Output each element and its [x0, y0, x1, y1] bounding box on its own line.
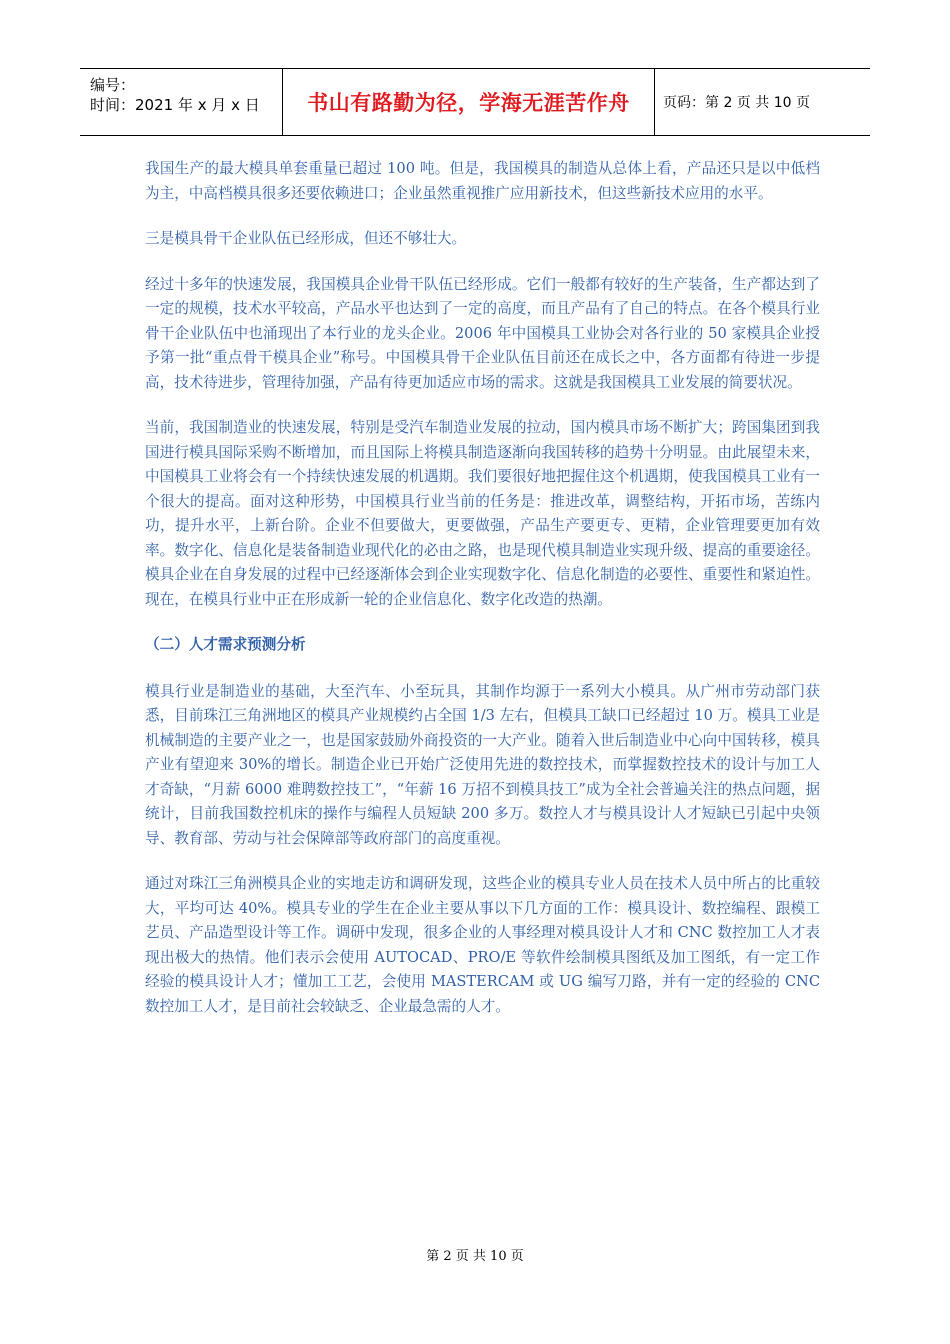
header-page-info: 页码：第 2 页 共 10 页 — [663, 95, 810, 111]
paragraph: 模具行业是制造业的基础，大至汽车、小至玩具，其制作均源于一系列大小模具。从广州市劳动部门获悉，目前珠江三角洲地区的模具产业规模约占全国 1/3 左右，但模具工缺口已经超过 10 万。模具工业是机械制造的主要产业之一，也是国家鼓励外商投资的一大产业。随着入世后制造业中心向中国转移，模具产业有望迎来 30%的增长。制造企业已开始广泛使用先进的数控技术，而掌握数控技术的设计与加工人才奇缺，“月薪 6000 难聘数控技工”，“年薪 16 万招不到模具技工”成为全社会普遍关注的热点问题，据统计，目前我国数控机床的操作与编程人员短缺 200 多万。数控人才与模具设计人才短缺已引起中央领导、教育部、劳动与社会保障部等政府部门的高度重视。 — [145, 682, 820, 847]
page-footer: 第 2 页 共 10 页 — [426, 1249, 524, 1264]
paragraph: 三是模具骨干企业队伍已经形成，但还不够壮大。 — [145, 230, 467, 247]
document-body — [145, 157, 820, 1040]
document-number: 编号： — [90, 76, 136, 94]
paragraph: 经过十多年的快速发展，我国模具企业骨干队伍已经形成。它们一般都有较好的生产装备，生产都达到了一定的规模，技术水平较高，产品水平也达到了一定的高度，而且产品有了自己的特点。在各个模具行业骨干企业队伍中也涌现出了本行业的龙头企业。2006 年中国模具工业协会对各行业的 50 家模具企业授予第一批“重点骨干模具企业”称号。中国模具骨干企业队伍目前还在成长之中，各方面都有待进一步提高，技术待进步，管理待加强，产品有待更加适应市场的需求。这就是我国模具工业发展的简要状况。 — [145, 275, 820, 391]
document-date: 时间：2021 年 x 月 x 日 — [90, 96, 260, 114]
paragraph: 当前，我国制造业的快速发展，特别是受汽车制造业发展的拉动，国内模具市场不断扩大；跨国集团到我国进行模具国际采购不断增加，而且国际上将模具制造逐渐向我国转移的趋势十分明显。由此展望未来，中国模具工业将会有一个持续快速发展的机遇期。我们要很好地把握住这个机遇期，使我国模具工业有一个很大的提高。面对这种形势，中国模具行业当前的任务是：推进改革，调整结构，开拓市场，苦练内功，提升水平，上新台阶。企业不但要做大，更要做强，产品生产要更专、更精，企业管理要更加有效率。数字化、信息化是装备制造业现代化的必由之路，也是现代模具制造业实现升级、提高的重要途径。模具企业在自身发展的过程中已经逐渐体会到企业实现数字化、信息化制造的必要性、重要性和紧迫性。现在，在模具行业中正在形成新一轮的企业信息化、数字化改造的热潮。 — [145, 419, 820, 608]
header-motto: 书山有路勤为径，学海无涯苦作舟 — [283, 69, 655, 135]
paragraph: 我国生产的最大模具单套重量已超过 100 吨。但是，我国模具的制造从总体上看，产品还只是以中低档为主，中高档模具很多还要依赖进口；企业虽然重视推广应用新技术，但这些新技术应用的水平。 — [145, 160, 820, 202]
header-meta — [80, 69, 283, 135]
page-header — [80, 68, 870, 136]
section-heading: （二）人才需求预测分析 — [145, 636, 306, 653]
paragraph: 通过对珠江三角洲模具企业的实地走访和调研发现，这些企业的模具专业人员在技术人员中所占的比重较大，平均可达 40%。模具专业的学生在企业主要从事以下几方面的工作：模具设计、数控编程、跟模工艺员、产品造型设计等工作。调研中发现，很多企业的人事经理对模具设计人才和 CNC 数控加工人才表现出极大的热情。他们表示会使用 AUTOCAD、PRO/E 等软件绘制模具图纸及加工图纸，有一定工作经验的模具设计人才；懂加工工艺，会使用 MASTERCAM 或 UG 编写刀路，并有一定的经验的 CNC 数控加工人才，是目前社会较缺乏、企业最急需的人才。 — [145, 875, 820, 1015]
